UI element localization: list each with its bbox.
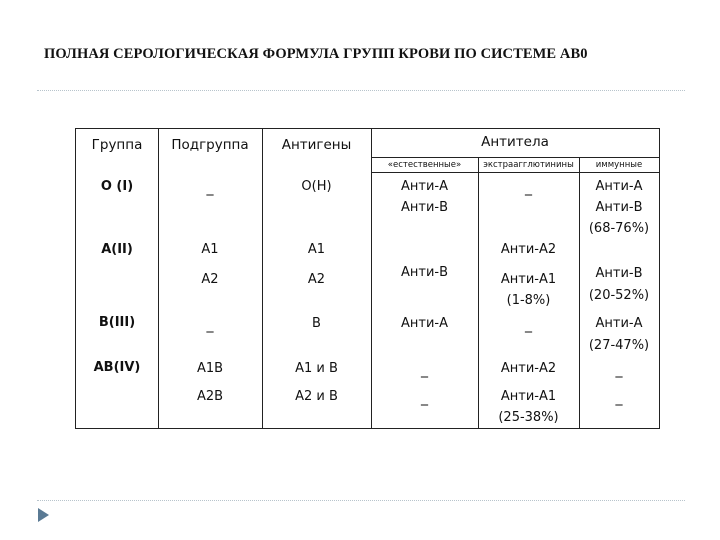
group-a2-extra-1: Анти-А1 [500, 272, 557, 287]
group-o-natural-1: Анти-А [401, 179, 448, 194]
group-a-immune-2: (20-52%) [588, 288, 650, 303]
header-natural: «естественные» [387, 160, 462, 170]
group-a1b-antigen: А1 и В [295, 361, 338, 376]
group-a-immune-1: Анти-В [595, 266, 643, 281]
subheader-bottom-line [371, 172, 659, 173]
group-a-natural: Анти-В [400, 265, 449, 280]
group-b-immune-2: (27-47%) [588, 338, 650, 353]
group-o-immune-3: (68-76%) [588, 221, 650, 236]
group-o-immune-1: Анти-А [595, 179, 643, 194]
group-a1b-immune: _ [615, 362, 623, 378]
blood-group-table [75, 128, 660, 429]
bottom-divider [37, 500, 685, 501]
group-b-extra: _ [525, 317, 532, 333]
group-o-label: O (I) [100, 179, 134, 194]
group-ab-label: AB(IV) [93, 360, 141, 375]
group-a2b-subgroup: А2В [196, 389, 224, 404]
group-a2-subgroup: А2 [201, 272, 219, 287]
group-o-antigen: O(H) [301, 179, 332, 194]
group-b-natural: Анти-А [401, 316, 448, 331]
header-subgroup: Подгруппа [171, 137, 249, 153]
group-a1-subgroup: А1 [201, 242, 219, 257]
group-a-label: A(II) [101, 242, 133, 257]
header-extra-agglutinins: экстраагглютинины [483, 160, 574, 170]
header-immune: иммунные [595, 160, 643, 170]
group-a1b-subgroup: А1В [196, 361, 224, 376]
group-o-immune-2: Анти-В [595, 200, 643, 215]
antibodies-subheader-line [371, 157, 659, 158]
group-b-subgroup: _ [206, 317, 214, 333]
group-a2b-extra-2: (25-38%) [498, 410, 559, 425]
group-a1b-natural: _ [421, 362, 428, 378]
header-antibodies: Антитела [481, 134, 549, 150]
group-a2b-extra-1: Анти-А1 [500, 389, 557, 404]
header-group: Группа [91, 137, 143, 153]
group-o-extra: _ [525, 180, 532, 196]
group-a1-extra: Анти-А2 [500, 242, 557, 257]
slide-title: ПОЛНАЯ СЕРОЛОГИЧЕСКАЯ ФОРМУЛА ГРУПП КРОВИ ПО СИСТЕМЕ АВ0 [44, 46, 588, 62]
header-antigens: Антигены [281, 137, 352, 153]
group-o-natural-2: Анти-В [400, 200, 449, 215]
group-a2-antigen: А2 [307, 272, 326, 287]
group-a1-antigen: А1 [307, 242, 326, 257]
group-a2b-immune: _ [615, 390, 623, 406]
group-b-antigen: В [312, 316, 321, 331]
group-o-subgroup: _ [206, 180, 214, 196]
group-b-immune-1: Анти-А [595, 316, 643, 331]
play-arrow-icon[interactable] [38, 508, 49, 522]
group-a2b-antigen: А2 и В [295, 389, 338, 404]
group-a2-extra-2: (1-8%) [506, 293, 551, 308]
group-b-label: B(III) [98, 315, 136, 330]
top-divider [37, 90, 685, 91]
group-a1b-extra: Анти-А2 [500, 361, 557, 376]
group-a2b-natural: _ [421, 390, 428, 406]
